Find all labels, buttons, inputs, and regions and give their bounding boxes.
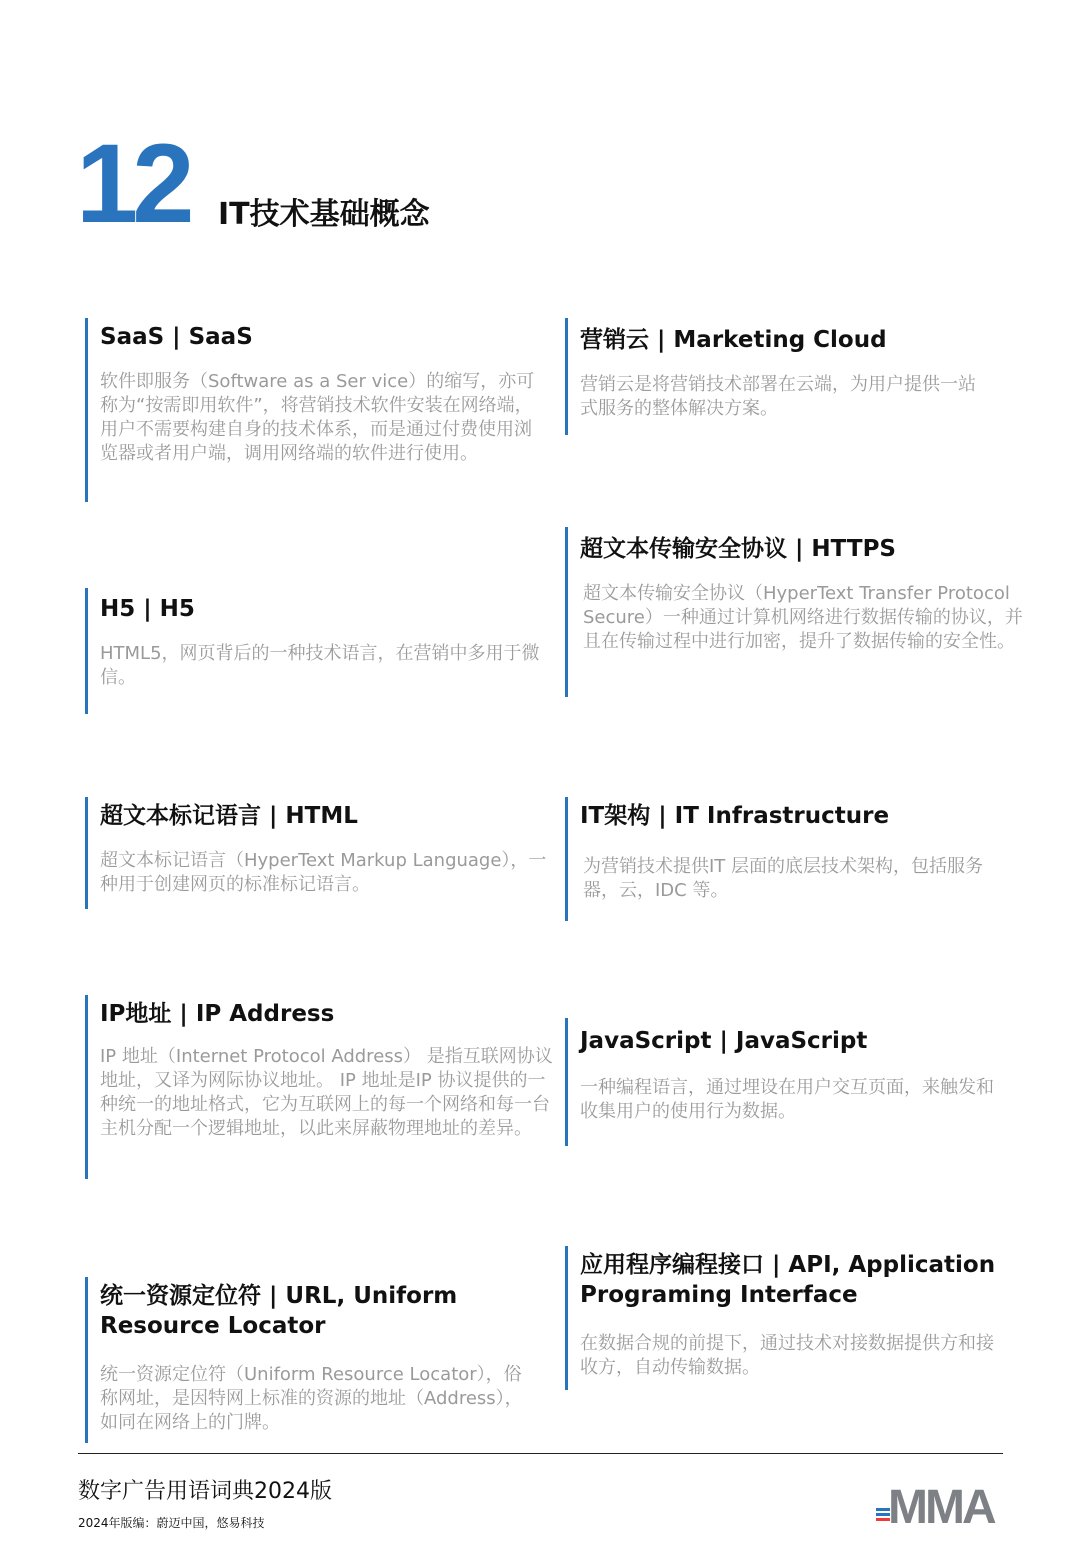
term-title: SaaS | SaaS [100,324,253,350]
term-title: 统一资源定位符 | URL, Uniform Resource Locator [100,1283,458,1339]
term-title: 应用程序编程接口 | API, Application Programing Interface [580,1252,996,1308]
footer-divider [78,1453,1003,1454]
term-title: 超文本标记语言 | HTML [100,803,358,829]
footer-title: 数字广告用语词典2024版 [78,1479,332,1504]
term-card-it-infrastructure [565,797,985,921]
term-card-url [85,1277,525,1443]
term-definition: IP 地址（Internet Protocol Address） 是指互联网协议地址，又译为网际协议地址。 IP 地址是IP 协议提供的一种统一的地址格式，它为互联网上的每一个网络和每一台主机分配一个逻辑地址，以此来屏蔽物理地址的差异。 [100,1046,553,1139]
term-card-ip-address [85,995,553,1179]
term-card-marketing-cloud [565,318,990,435]
term-card-html [85,797,559,909]
footer-subtitle: 2024年版编：蔚迈中国，悠易科技 [78,1516,265,1530]
term-title: H5 | H5 [100,596,195,622]
term-definition: 软件即服务（Software as a Ser vice）的缩写，亦可称为“按需即用软件”，将营销技术软件安装在网络端，用户不需要构建自身的技术体系，而是通过付费使用浏览器或者用户端，调用网络端的软件进行使用。 [100,371,535,464]
term-definition: 超文本传输安全协议（HyperText Transfer Protocol Secure）一种通过计算机网络进行数据传输的协议，并且在传输过程中进行加密，提升了数据传输的安全性。 [583,583,1023,652]
term-definition: 统一资源定位符（Uniform Resource Locator），俗称网址，是因特网上标准的资源的地址（Address），如同在网络上的门牌。 [100,1364,523,1433]
term-definition: 在数据合规的前提下，通过技术对接数据提供方和接收方，自动传输数据。 [580,1333,994,1378]
term-definition: 一种编程语言，通过埋设在用户交互页面，来触发和收集用户的使用行为数据。 [580,1077,994,1122]
chapter-title: IT技术基础概念 [218,197,430,232]
term-title: 超文本传输安全协议 | HTTPS [580,536,896,562]
term-title: 营销云 | Marketing Cloud [580,327,887,353]
chapter-number: 12 [76,121,189,246]
logo-text: MMA [888,1481,994,1534]
mma-logo [876,1481,1022,1534]
term-definition: 超文本标记语言（HyperText Markup Language），一种用于创建网页的标准标记语言。 [100,850,547,895]
term-card-javascript [565,1018,995,1146]
term-card-saas [85,318,547,502]
term-card-api [565,1246,1005,1390]
term-card-https [565,527,1027,697]
term-definition: HTML5，网页背后的一种技术语言，在营销中多用于微信。 [100,643,540,688]
term-title: JavaScript | JavaScript [580,1028,868,1054]
term-card-h5 [85,588,547,714]
term-title: IT架构 | IT Infrastructure [580,803,890,829]
term-definition: 为营销技术提供IT 层面的底层技术架构，包括服务器，云，IDC 等。 [583,856,984,901]
term-title: IP地址 | IP Address [100,1001,335,1027]
term-definition: 营销云是将营销技术部署在云端，为用户提供一站式服务的整体解决方案。 [580,374,976,419]
